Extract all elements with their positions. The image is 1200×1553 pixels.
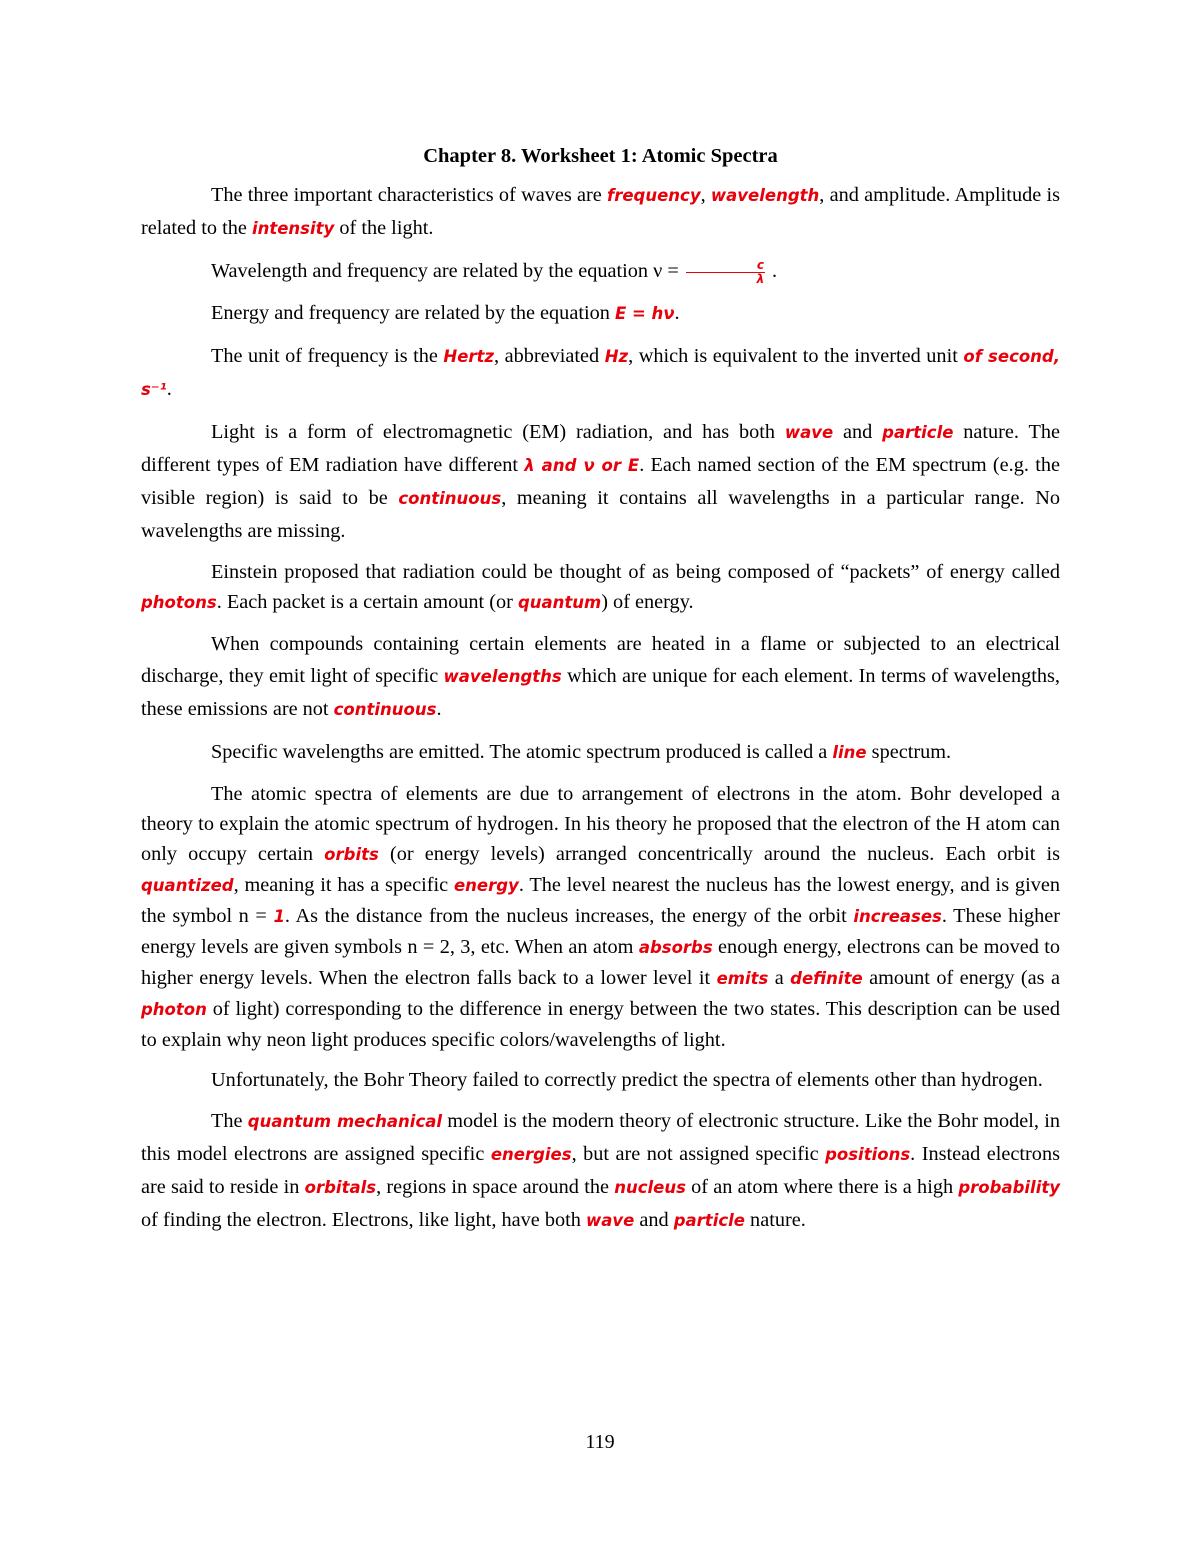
text: and	[634, 1209, 674, 1231]
paragraph-frequency-unit	[141, 340, 1060, 406]
text: , and amplitude. Amplitude is related to the	[141, 184, 1061, 239]
text: When compounds containing certain elements are heated in a flame or subjected to an electrical discharge, they emit light of specific	[141, 633, 1060, 687]
answer-particle: particle	[673, 1211, 745, 1230]
paragraph-line-spectrum	[141, 736, 1060, 769]
text: model is the modern theory of electronic structure. Like the Bohr model, in this model electrons are assigned specific	[141, 1110, 1060, 1165]
text: . As the distance from the nucleus increases, the energy of the orbit	[284, 905, 854, 927]
answer-hertz: Hertz	[443, 347, 495, 366]
fraction-numerator: c	[686, 259, 765, 273]
text: Unfortunately, the Bohr Theory failed to correctly predict the spectra of elements other than hydrogen.	[211, 1069, 1043, 1091]
answer-frequency: frequency	[607, 186, 701, 205]
answer-quantized: quantized	[141, 876, 234, 895]
answer-line: line	[832, 743, 867, 762]
answer-emits: emits	[716, 969, 769, 988]
page-title: Chapter 8. Worksheet 1: Atomic Spectra	[423, 145, 778, 167]
paragraph-wave-characteristics	[141, 179, 1060, 245]
text: , meaning it contains all wavelengths in a particular range. No wavelengths are missing.	[141, 487, 1060, 542]
answer-probability: probability	[958, 1178, 1061, 1197]
text: .	[436, 698, 442, 720]
text: , but are not assigned specific	[571, 1143, 826, 1165]
answer-wave: wave	[585, 1211, 635, 1230]
answer-n-equals-one: 1	[273, 907, 285, 926]
text: enough energy, electrons can be moved to higher energy levels. When the electron falls back to a lower level it	[141, 936, 1060, 989]
answer-continuous: continuous	[398, 489, 502, 508]
answer-fraction-c-over-lambda	[686, 259, 765, 286]
text: The three important characteristics of waves are	[211, 184, 608, 206]
text: The	[211, 1110, 248, 1132]
answer-quantum-mechanical: quantum mechanical	[247, 1112, 443, 1131]
text: Einstein proposed that radiation could be thought of as being composed of “packets” of energy called	[211, 561, 1060, 583]
text: .	[766, 260, 778, 282]
answer-wavelength: wavelength	[710, 186, 820, 205]
answer-wavelengths: wavelengths	[443, 667, 562, 686]
text: The unit of frequency is the	[211, 345, 444, 367]
answer-photon: photon	[141, 1000, 207, 1019]
answer-definite: definite	[790, 969, 863, 988]
text: of the light.	[334, 217, 434, 239]
text: nature. The different types of EM radiation have different	[141, 421, 1060, 476]
text: . The level nearest the nucleus has the lowest energy, and is given the symbol n =	[141, 874, 1060, 927]
answer-lambda-and-nu: λ and ν or E	[524, 456, 640, 475]
answer-increases: increases	[853, 907, 942, 926]
text: nature.	[744, 1209, 806, 1231]
fraction-denominator: λ	[756, 271, 765, 286]
answer-inverse-second: of second, s⁻¹	[141, 347, 1061, 399]
text: of an atom where there is a high	[685, 1176, 959, 1198]
answer-particle: particle	[882, 423, 954, 442]
paragraph-flame-emission	[141, 628, 1060, 726]
answer-hz: Hz	[604, 347, 629, 366]
text: a	[768, 967, 791, 989]
text: spectrum.	[866, 741, 952, 763]
paragraph-em-radiation	[141, 416, 1060, 547]
text: of light) corresponding to the difference in energy between the two states. This description can be used to explain why neon light produces specific colors/wavelengths of light.	[141, 998, 1060, 1051]
paragraph-bohr-theory	[141, 779, 1060, 1055]
text: Specific wavelengths are emitted. The atomic spectrum produced is called a	[211, 741, 833, 763]
text: of finding the electron. Electrons, like light, have both	[141, 1209, 586, 1231]
text: ) of energy.	[601, 591, 694, 613]
paragraph-energy-equation	[141, 297, 1060, 330]
answer-photons: photons	[141, 593, 217, 612]
answer-continuous: continuous	[333, 700, 437, 719]
answer-wave: wave	[784, 423, 834, 442]
answer-energies: energies	[490, 1145, 572, 1164]
answer-quantum: quantum	[517, 593, 602, 612]
answer-intensity: intensity	[251, 219, 335, 238]
page-number: 119	[585, 1431, 615, 1453]
answer-e-equals-hv: E = hν	[614, 304, 675, 323]
text: Light is a form of electromagnetic (EM) radiation, and has both	[211, 421, 785, 443]
paragraph-bohr-failure	[141, 1065, 1060, 1095]
text: , meaning it has a specific	[233, 874, 454, 896]
text: amount of energy (as a	[862, 967, 1060, 989]
answer-energy: energy	[453, 876, 519, 895]
paragraph-wavelength-equation	[141, 255, 1060, 287]
paragraph-einstein-photons	[141, 557, 1060, 618]
answer-orbitals: orbitals	[304, 1178, 377, 1197]
text: , which is equivalent to the inverted unit	[628, 345, 964, 367]
text: Energy and frequency are related by the equation	[211, 302, 615, 324]
answer-orbits: orbits	[324, 845, 379, 864]
text: (or energy levels) arranged concentrically around the nucleus. Each orbit is	[378, 843, 1060, 865]
text: , abbreviated	[494, 345, 605, 367]
worksheet-body	[141, 141, 1060, 1247]
answer-absorbs: absorbs	[638, 938, 713, 957]
text: . Each named section of the EM spectrum (e.g. the visible region) is said to be	[141, 454, 1060, 509]
text: which are unique for each element. In terms of wavelengths, these emissions are not	[141, 665, 1060, 720]
answer-positions: positions	[825, 1145, 911, 1164]
paragraph-quantum-model	[141, 1105, 1060, 1237]
text: .	[166, 378, 172, 400]
text: , regions in space around the	[376, 1176, 615, 1198]
answer-nucleus: nucleus	[614, 1178, 686, 1197]
text: . Instead electrons are said to reside in	[141, 1143, 1060, 1198]
text: ,	[700, 184, 711, 206]
text: . These higher energy levels are given symbols n = 2, 3, etc. When an atom	[141, 905, 1060, 958]
text: The atomic spectra of elements are due to arrangement of electrons in the atom. Bohr developed a theory to explain the atomic spectrum of hydrogen. In his theory he proposed that the electron of the H atom can only occupy certain	[141, 783, 1060, 865]
text: .	[674, 302, 680, 324]
text: . Each packet is a certain amount (or	[216, 591, 518, 613]
text: Wavelength and frequency are related by the equation ν =	[211, 260, 684, 282]
text: and	[833, 421, 883, 443]
